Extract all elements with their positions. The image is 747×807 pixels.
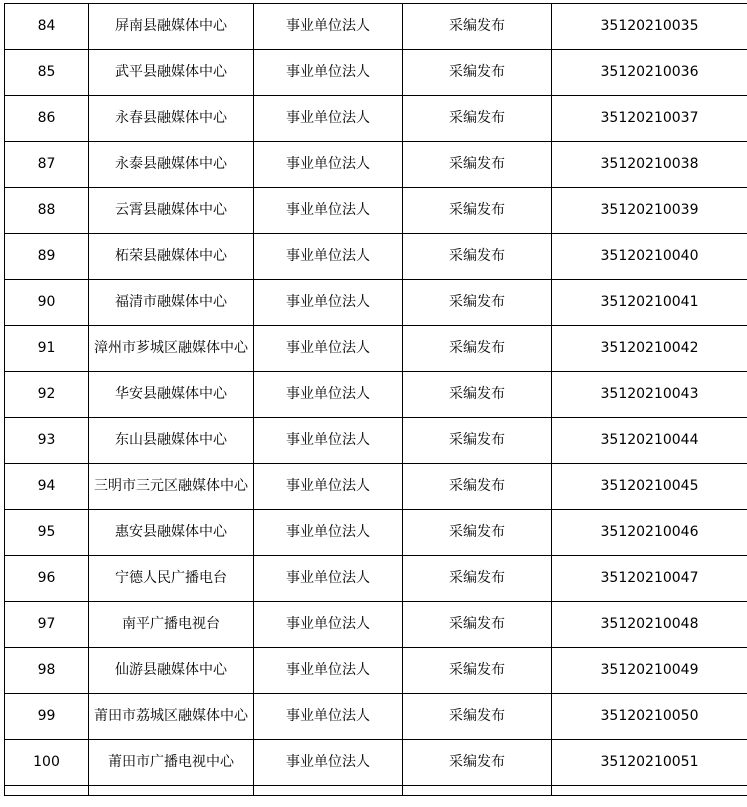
table-row [5, 464, 747, 510]
row-number: 87 [5, 142, 89, 188]
unit-name: 三明市三元区融媒体中心 [89, 464, 254, 510]
table-row [5, 50, 747, 96]
table-row [5, 556, 747, 602]
unit-name: 莆田市广播电视中心 [89, 740, 254, 786]
registry-table [4, 3, 747, 796]
service-scope: 采编发布 [403, 96, 552, 142]
unit-name: 惠安县融媒体中心 [89, 510, 254, 556]
table-row-cutoff [5, 786, 747, 796]
unit-type: 事业单位法人 [254, 648, 403, 694]
row-number: 88 [5, 188, 89, 234]
license-code: 35120210047 [552, 556, 747, 602]
table-row [5, 96, 747, 142]
table-row [5, 234, 747, 280]
unit-name: 福清市融媒体中心 [89, 280, 254, 326]
service-scope: 采编发布 [403, 510, 552, 556]
service-scope: 采编发布 [403, 740, 552, 786]
table-row [5, 4, 747, 50]
unit-name: 莆田市荔城区融媒体中心 [89, 694, 254, 740]
unit-type: 事业单位法人 [254, 556, 403, 602]
license-code: 35120210051 [552, 740, 747, 786]
unit-type: 事业单位法人 [254, 602, 403, 648]
unit-type: 事业单位法人 [254, 740, 403, 786]
service-scope: 采编发布 [403, 142, 552, 188]
license-code: 35120210040 [552, 234, 747, 280]
unit-type: 事业单位法人 [254, 694, 403, 740]
service-scope: 采编发布 [403, 464, 552, 510]
service-scope: 采编发布 [403, 188, 552, 234]
row-number: 100 [5, 740, 89, 786]
license-code: 35120210050 [552, 694, 747, 740]
row-number: 91 [5, 326, 89, 372]
row-number: 99 [5, 694, 89, 740]
row-number: 94 [5, 464, 89, 510]
unit-type: 事业单位法人 [254, 142, 403, 188]
unit-name: 武平县融媒体中心 [89, 50, 254, 96]
table-row [5, 280, 747, 326]
table-row [5, 372, 747, 418]
unit-type: 事业单位法人 [254, 4, 403, 50]
table-row [5, 740, 747, 786]
row-number: 95 [5, 510, 89, 556]
unit-name: 屏南县融媒体中心 [89, 4, 254, 50]
unit-type: 事业单位法人 [254, 372, 403, 418]
table-row [5, 418, 747, 464]
unit-type: 事业单位法人 [254, 234, 403, 280]
row-number: 93 [5, 418, 89, 464]
license-code: 35120210038 [552, 142, 747, 188]
unit-name: 永春县融媒体中心 [89, 96, 254, 142]
table-row [5, 188, 747, 234]
row-number: 97 [5, 602, 89, 648]
license-code: 35120210048 [552, 602, 747, 648]
unit-type: 事业单位法人 [254, 418, 403, 464]
unit-name: 东山县融媒体中心 [89, 418, 254, 464]
unit-type: 事业单位法人 [254, 326, 403, 372]
row-number: 96 [5, 556, 89, 602]
table-row [5, 326, 747, 372]
table-row [5, 602, 747, 648]
row-number: 84 [5, 4, 89, 50]
row-number: 98 [5, 648, 89, 694]
license-code: 35120210036 [552, 50, 747, 96]
table-row [5, 142, 747, 188]
empty-cell [403, 786, 552, 796]
service-scope: 采编发布 [403, 50, 552, 96]
unit-type: 事业单位法人 [254, 464, 403, 510]
license-code: 35120210041 [552, 280, 747, 326]
unit-name: 华安县融媒体中心 [89, 372, 254, 418]
license-code: 35120210037 [552, 96, 747, 142]
unit-type: 事业单位法人 [254, 510, 403, 556]
unit-name: 南平广播电视台 [89, 602, 254, 648]
license-code: 35120210035 [552, 4, 747, 50]
license-code: 35120210046 [552, 510, 747, 556]
service-scope: 采编发布 [403, 234, 552, 280]
row-number: 89 [5, 234, 89, 280]
table-row [5, 510, 747, 556]
empty-cell [552, 786, 747, 796]
service-scope: 采编发布 [403, 602, 552, 648]
unit-type: 事业单位法人 [254, 96, 403, 142]
unit-name: 云霄县融媒体中心 [89, 188, 254, 234]
license-code: 35120210044 [552, 418, 747, 464]
service-scope: 采编发布 [403, 372, 552, 418]
unit-type: 事业单位法人 [254, 280, 403, 326]
row-number: 85 [5, 50, 89, 96]
license-code: 35120210043 [552, 372, 747, 418]
unit-name: 柘荣县融媒体中心 [89, 234, 254, 280]
unit-name: 永泰县融媒体中心 [89, 142, 254, 188]
table-row [5, 694, 747, 740]
row-number: 92 [5, 372, 89, 418]
table-row [5, 648, 747, 694]
unit-type: 事业单位法人 [254, 50, 403, 96]
unit-type: 事业单位法人 [254, 188, 403, 234]
row-number: 90 [5, 280, 89, 326]
service-scope: 采编发布 [403, 556, 552, 602]
license-code: 35120210039 [552, 188, 747, 234]
unit-name: 宁德人民广播电台 [89, 556, 254, 602]
empty-cell [254, 786, 403, 796]
service-scope: 采编发布 [403, 694, 552, 740]
license-code: 35120210045 [552, 464, 747, 510]
row-number: 86 [5, 96, 89, 142]
empty-cell [5, 786, 89, 796]
unit-name: 漳州市芗城区融媒体中心 [89, 326, 254, 372]
unit-name: 仙游县融媒体中心 [89, 648, 254, 694]
service-scope: 采编发布 [403, 326, 552, 372]
license-code: 35120210049 [552, 648, 747, 694]
service-scope: 采编发布 [403, 648, 552, 694]
empty-cell [89, 786, 254, 796]
service-scope: 采编发布 [403, 280, 552, 326]
service-scope: 采编发布 [403, 4, 552, 50]
license-code: 35120210042 [552, 326, 747, 372]
service-scope: 采编发布 [403, 418, 552, 464]
registry-table-body [5, 4, 747, 796]
